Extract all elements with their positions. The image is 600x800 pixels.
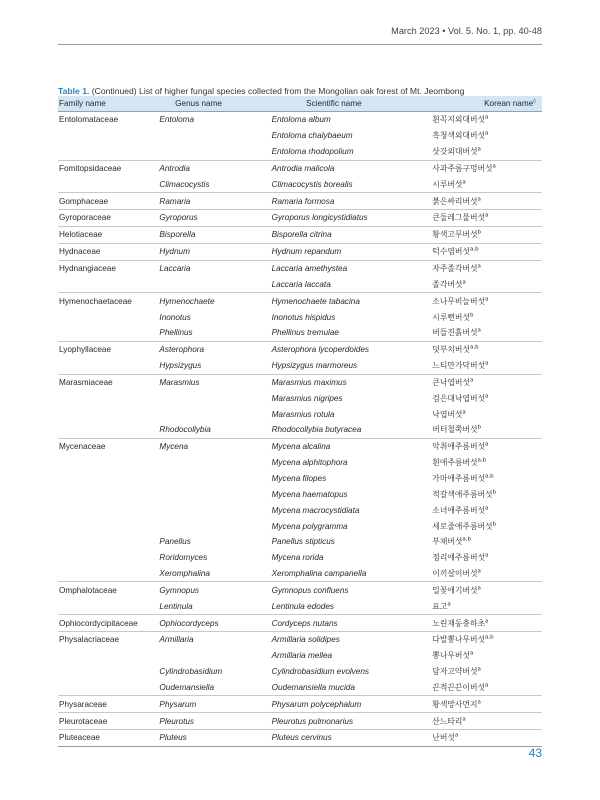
family-cell [58,276,159,292]
korean-name-cell [426,632,542,648]
family-cell [58,566,159,582]
family-cell: Ophiocordycipitaceae [58,615,159,632]
genus-cell: Asterophora [159,341,271,357]
genus-cell: Hymenochaete [159,293,271,309]
scientific-name-cell: Antrodia malicola [272,160,427,176]
genus-cell: Marasmius [159,374,271,390]
korean-name-footnote: b [477,424,481,431]
korean-name-footnote: a [477,146,481,153]
korean-name-cell [426,648,542,664]
korean-name-cell [426,210,542,227]
running-header: March 2023 • Vol. 5. No. 1, pp. 40-48 [391,26,542,36]
table-row [58,566,542,582]
korean-name-cell [426,664,542,680]
scientific-name-cell: Asterophora lycoperdoides [272,341,427,357]
korean-name-footnote: a [485,114,489,121]
table-body [58,112,542,747]
genus-cell: Gymnopus [159,582,271,598]
scientific-name-cell: Armillaria mellea [271,651,333,661]
family-cell [58,309,159,325]
family-cell [58,406,159,422]
genus-cell: Pleurotus [159,713,271,730]
korean-name-footnote: a [477,699,481,706]
family-cell [58,471,159,487]
korean-name-text: 검은대낙엽버섯 [432,393,486,403]
table-row [58,276,542,292]
korean-name-text: 턱수염버섯 [432,247,470,257]
table-row [58,438,542,454]
family-cell [58,358,159,374]
korean-name-cell [426,730,542,747]
korean-name-footnote: a [492,163,496,170]
korean-name-text: 황색망사먼지 [432,699,478,709]
scientific-name-cell: Entoloma album [272,112,427,128]
korean-name-cell [426,680,542,696]
family-cell [58,325,159,341]
genus-cell: Pluteus [159,730,271,747]
korean-name-cell [426,128,542,144]
korean-name-cell [426,598,542,614]
korean-name-cell [426,260,542,276]
genus-cell: Xeromphalina [159,569,210,579]
table-row [58,582,542,598]
korean-name-text: 담자고약버섯 [432,667,478,677]
korean-name-text: 표고 [432,601,448,611]
family-cell [58,648,159,664]
table-row [58,325,542,341]
korean-name-footnote: a [485,212,489,219]
family-cell: Pluteaceae [58,730,159,747]
korean-name-text: 졸각버섯 [432,279,463,289]
scientific-name-cell: Mycena alphitophora [271,458,348,468]
family-cell: Pleurotaceae [58,713,159,730]
korean-name-footnote: b [492,520,497,527]
korean-name-cell [426,226,542,243]
family-cell: Gomphaceae [58,193,159,210]
korean-name-text: 삿갓외대버섯 [432,147,478,157]
family-cell: Fomitopsidaceae [58,160,159,176]
scientific-name-cell: Rhodocollybia butyracea [271,425,362,435]
table-row [58,664,542,680]
korean-name-footnote: a [485,505,489,512]
korean-name-text: 낙엽버섯 [432,409,463,419]
scientific-name-cell: Entoloma chalybaeum [271,131,353,141]
korean-name-footnote: a [447,601,451,608]
scientific-name-cell: Gyroporus longicystidiatus [272,210,427,227]
korean-name-cell [426,144,542,160]
table-row [58,598,542,614]
scientific-name-cell: Physarum polycephalum [272,696,427,713]
korean-name-cell [426,615,542,632]
genus-cell [159,486,271,502]
korean-name-footnote: a [477,327,481,334]
family-cell [58,128,159,144]
genus-cell [159,455,271,471]
family-cell [58,486,159,502]
table-row [58,293,542,309]
korean-name-footnote: a [485,360,489,367]
scientific-name-cell: Armillaria solidipes [272,632,427,648]
table-row [58,648,542,664]
korean-name-text: 소나무비늘버섯 [432,296,486,306]
korean-name-text: 느티만가닥버섯 [432,361,486,371]
korean-name-footnote: a [485,552,489,559]
table-row [58,471,542,487]
table-row [58,486,542,502]
table-caption-label: Table 1. [58,86,90,96]
scientific-name-cell: Mycena filopes [271,473,327,483]
column-header-genus: Genus name [159,96,271,112]
korean-name-footnote: a [485,393,489,400]
korean-name-cell [426,486,542,502]
table-row [58,502,542,518]
korean-name-footnote: a [477,666,481,673]
korean-name-cell [426,550,542,566]
korean-name-text: 황색고무버섯 [432,230,478,240]
scientific-name-cell: Marasmius maximus [272,374,427,390]
family-cell [58,680,159,696]
scientific-name-cell: Mycena rorida [271,553,324,563]
korean-name-text: 자주졸각버섯 [432,264,478,274]
table-row [58,632,542,648]
korean-name-cell [426,518,542,534]
korean-name-text: 시루버섯 [432,179,463,189]
family-cell [58,390,159,406]
family-cell: Hymenochaetaceae [58,293,159,309]
family-cell [58,664,159,680]
genus-cell: Ophiocordyceps [159,615,271,632]
family-cell [58,518,159,534]
genus-cell: Climacocystis [159,179,210,189]
korean-name-cell [426,325,542,341]
family-cell: Physalacriaceae [58,632,159,648]
family-cell: Helotiaceae [58,226,159,243]
korean-name-text: 세로줄애주름버섯 [432,521,493,531]
genus-cell: Antrodia [159,160,271,176]
genus-cell: Physarum [159,696,271,713]
column-header-family: Family name [58,96,159,112]
korean-name-text: 큰낙엽버섯 [432,377,470,387]
korean-name-text: 밀꽃애기버섯 [432,585,478,595]
header-divider [58,44,542,45]
scientific-name-cell: Mycena macrocystidiata [271,505,360,515]
column-header-korean-label: Korean name [484,99,534,108]
scientific-name-cell: Inonotus hispidus [271,312,336,322]
korean-name-text: 뽕나무버섯 [432,651,470,661]
korean-name-text: 다발뽕나무버섯 [432,635,486,645]
korean-name-footnote: a [469,377,474,384]
korean-name-cell [426,112,542,128]
scientific-name-cell: Marasmius rotula [271,409,335,419]
korean-name-footnote: a [462,179,466,186]
family-cell [58,550,159,566]
scientific-name-cell: Pluteus cervinus [272,730,427,747]
family-cell [58,176,159,192]
korean-name-text: 덧부치버섯 [432,345,470,355]
family-cell [58,144,159,160]
table-row [58,406,542,422]
genus-cell: Armillaria [159,632,271,648]
korean-name-text: 흰꼭지외대버섯 [432,115,486,125]
korean-name-footnote: a,b [485,634,494,641]
korean-name-cell [426,341,542,357]
scientific-name-cell: Panellus stipticus [271,537,335,547]
korean-name-footnote: a [477,585,481,592]
korean-name-text: 소녀애주름버섯 [432,505,486,515]
korean-name-text: 버터철쭉버섯 [432,425,478,435]
korean-name-footnote: a,b [469,344,479,351]
korean-name-footnote: a [485,130,489,137]
family-cell [58,455,159,471]
genus-cell: Entoloma [159,112,271,128]
column-header-korean [426,96,542,112]
korean-name-text: 악취애주름버섯 [432,442,486,452]
fungal-species-table [58,96,542,747]
korean-name-text: 버들진흙버섯 [432,328,478,338]
table-caption-text: (Continued) List of higher fungal species collected from the Mongolian oak forest of Mt. Jeombong [91,86,465,96]
genus-cell: Inonotus [159,312,191,322]
korean-name-cell [426,582,542,598]
table-row [58,112,542,128]
genus-cell [159,276,271,292]
genus-cell: Hypsizygus [159,361,202,371]
korean-name-footnote: a [485,682,489,689]
korean-name-text: 시루뻔버섯 [432,312,470,322]
table-row [58,309,542,325]
table-row [58,210,542,227]
korean-name-footnote: a [469,650,474,657]
korean-name-text: 이끼살이버섯 [432,569,478,579]
family-cell: Lyophyllaceae [58,341,159,357]
korean-name-text: 사과주름구멍버섯 [432,163,493,173]
korean-name-cell [426,455,542,471]
genus-cell [159,648,271,664]
korean-name-footnote: b [469,311,474,318]
table-row [58,374,542,390]
scientific-name-cell: Laccaria amethystea [272,260,427,276]
table-header-row [58,96,542,112]
korean-name-text: 큰둘레그물버섯 [432,213,486,223]
genus-cell: Oudemansiella [159,682,215,692]
table-row [58,243,542,260]
family-cell: Mycenaceae [58,438,159,454]
korean-name-cell [426,243,542,260]
korean-name-footnote: b [477,229,481,236]
genus-cell: Mycena [159,438,271,454]
genus-cell [159,406,271,422]
family-cell: Hydnangiaceae [58,260,159,276]
scientific-name-cell: Hypsizygus marmoreus [271,361,358,371]
korean-name-footnote: a [485,441,489,448]
family-cell [58,534,159,550]
korean-name-cell [426,293,542,309]
scientific-name-cell: Mycena haematopus [271,489,348,499]
scientific-name-cell: Phellinus tremulae [271,328,339,338]
genus-cell: Bisporella [159,226,271,243]
korean-name-text: 붉은싸리버섯 [432,196,478,206]
scientific-name-cell: Ramaria formosa [272,193,427,210]
genus-cell: Gyroporus [159,210,271,227]
table-row [58,696,542,713]
family-cell [58,422,159,438]
korean-name-footnote: a [485,296,489,303]
korean-name-footnote: a [462,279,466,286]
scientific-name-cell: Bisporella citrina [272,226,427,243]
scientific-name-cell: Cylindrobasidium evolvens [271,667,369,677]
korean-name-text: 산느타리 [432,716,463,726]
korean-name-text: 가마애주름버섯 [432,473,486,483]
table-row [58,160,542,176]
korean-name-cell [426,534,542,550]
korean-name-cell [426,502,542,518]
korean-name-footnote: a [477,263,481,270]
korean-name-footnote: a [477,568,481,575]
table-row [58,422,542,438]
family-cell: Marasmiaceae [58,374,159,390]
korean-name-cell [426,309,542,325]
scientific-name-cell: Gymnopus confluens [272,582,427,598]
scientific-name-cell: Cordyceps nutans [272,615,427,632]
genus-cell [159,471,271,487]
column-header-scientific: Scientific name [272,96,427,112]
korean-name-footnote: a [485,617,489,624]
korean-name-cell [426,471,542,487]
column-header-korean-sup: c [533,98,536,105]
family-cell [58,502,159,518]
korean-name-text: 흰애주름버섯 [432,458,478,468]
genus-cell: Rhodocollybia [159,425,211,435]
scientific-name-cell: Climacocystis borealis [271,179,353,189]
table-row [58,144,542,160]
korean-name-text: 노린재동충하초 [432,618,486,628]
korean-name-text: 부채버섯 [432,537,463,547]
genus-cell: Lentinula [159,601,193,611]
scientific-name-cell: Entoloma rhodopolium [271,147,354,157]
scientific-name-cell: Mycena alcalina [272,438,427,454]
table-row [58,358,542,374]
scientific-name-cell: Oudemansiella mucida [271,682,355,692]
korean-name-cell [426,193,542,210]
korean-name-text: 적갈색애주름버섯 [432,489,493,499]
scientific-name-cell: Laccaria laccata [271,279,331,289]
genus-cell: Panellus [159,537,191,547]
genus-cell: Laccaria [159,260,271,276]
korean-name-text: 난버섯 [432,733,455,743]
korean-name-footnote: a,b [469,246,479,253]
korean-name-text: 끈적끈끈이버섯 [432,682,486,692]
scientific-name-cell: Marasmius nigripes [271,393,343,403]
table-row [58,534,542,550]
korean-name-cell [426,176,542,192]
korean-name-cell [426,422,542,438]
family-cell: Physaraceae [58,696,159,713]
table-row [58,341,542,357]
genus-cell: Ramaria [159,193,271,210]
scientific-name-cell: Mycena polygramma [271,521,348,531]
genus-cell: Cylindrobasidium [159,667,223,677]
korean-name-cell [426,390,542,406]
table-row [58,176,542,192]
scientific-name-cell: Hydnum repandum [272,243,427,260]
table-row [58,730,542,747]
table-row [58,615,542,632]
korean-name-text: 흑청색외대버섯 [432,131,486,141]
genus-cell: Phellinus [159,328,193,338]
korean-name-footnote: a [477,196,481,203]
korean-name-footnote: a,b [477,457,487,464]
scientific-name-cell: Xeromphalina campanella [271,569,367,579]
scientific-name-cell: Pleurotus pulmonarius [272,713,427,730]
family-cell: Omphalotaceae [58,582,159,598]
korean-name-footnote: a,b [485,473,494,480]
korean-name-cell [426,696,542,713]
korean-name-text: 점리애주름버섯 [432,553,486,563]
korean-name-cell [426,566,542,582]
genus-cell: Hydnum [159,243,271,260]
page-number: 43 [528,746,542,760]
korean-name-footnote: b [492,489,497,496]
family-cell: Gyroporaceae [58,210,159,227]
table-row [58,226,542,243]
korean-name-footnote: a [454,732,459,739]
korean-name-cell [426,276,542,292]
table-caption [58,86,542,96]
korean-name-footnote: a,b [462,536,472,543]
genus-cell [159,390,271,406]
korean-name-cell [426,438,542,454]
korean-name-cell [426,358,542,374]
family-cell [58,598,159,614]
korean-name-footnote: a [462,409,466,416]
korean-name-cell [426,160,542,176]
genus-cell [159,502,271,518]
genus-cell [159,128,271,144]
genus-cell: Roridomyces [159,553,208,563]
table-row [58,193,542,210]
table-row [58,128,542,144]
korean-name-cell [426,406,542,422]
genus-cell [159,518,271,534]
table-row [58,455,542,471]
scientific-name-cell: Hymenochaete tabacina [272,293,427,309]
table-row [58,518,542,534]
table-row [58,550,542,566]
table-row [58,390,542,406]
scientific-name-cell: Lentinula edodes [271,601,334,611]
family-cell: Hydnaceae [58,243,159,260]
table-row [58,680,542,696]
table-row [58,260,542,276]
korean-name-footnote: a [462,716,466,723]
korean-name-cell [426,713,542,730]
genus-cell [159,144,271,160]
table-row [58,713,542,730]
korean-name-cell [426,374,542,390]
family-cell: Entolomataceae [58,112,159,128]
